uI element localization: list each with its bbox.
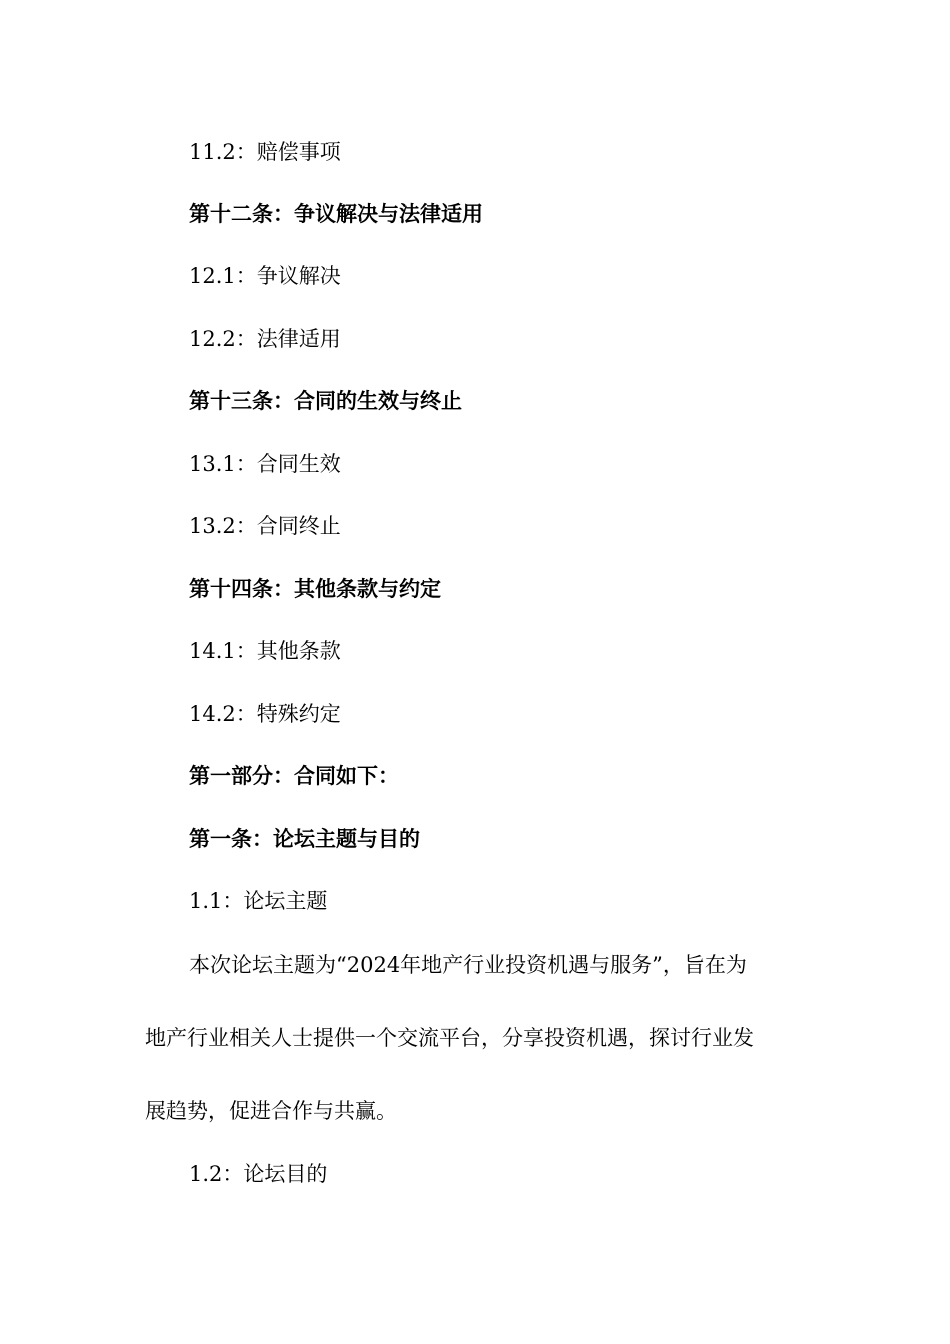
clause-14-2: 14.2：特殊约定 (189, 702, 341, 726)
article-13-heading: 第十三条：合同的生效与终止 (189, 389, 462, 413)
article-14-heading: 第十四条：其他条款与约定 (189, 577, 441, 601)
article-12-heading: 第十二条：争议解决与法律适用 (189, 202, 483, 226)
clause-11-2: 11.2：赔偿事项 (189, 140, 341, 164)
paragraph-line-1: 本次论坛主题为“2024年地产行业投资机遇与服务”，旨在为 (189, 953, 747, 977)
clause-1-1: 1.1：论坛主题 (189, 889, 328, 913)
part-1-heading: 第一部分：合同如下： (189, 764, 399, 788)
clause-1-2: 1.2：论坛目的 (189, 1162, 328, 1186)
clause-14-1: 14.1：其他条款 (189, 639, 341, 663)
paragraph-line-3: 展趋势，促进合作与共赢。 (145, 1099, 397, 1123)
clause-13-1: 13.1：合同生效 (189, 452, 341, 476)
clause-12-2: 12.2：法律适用 (189, 327, 341, 351)
clause-13-2: 13.2：合同终止 (189, 514, 341, 538)
paragraph-line-2: 地产行业相关人士提供一个交流平台，分享投资机遇，探讨行业发 (145, 1026, 754, 1050)
clause-12-1: 12.1：争议解决 (189, 264, 341, 288)
article-1-heading: 第一条：论坛主题与目的 (189, 827, 420, 851)
